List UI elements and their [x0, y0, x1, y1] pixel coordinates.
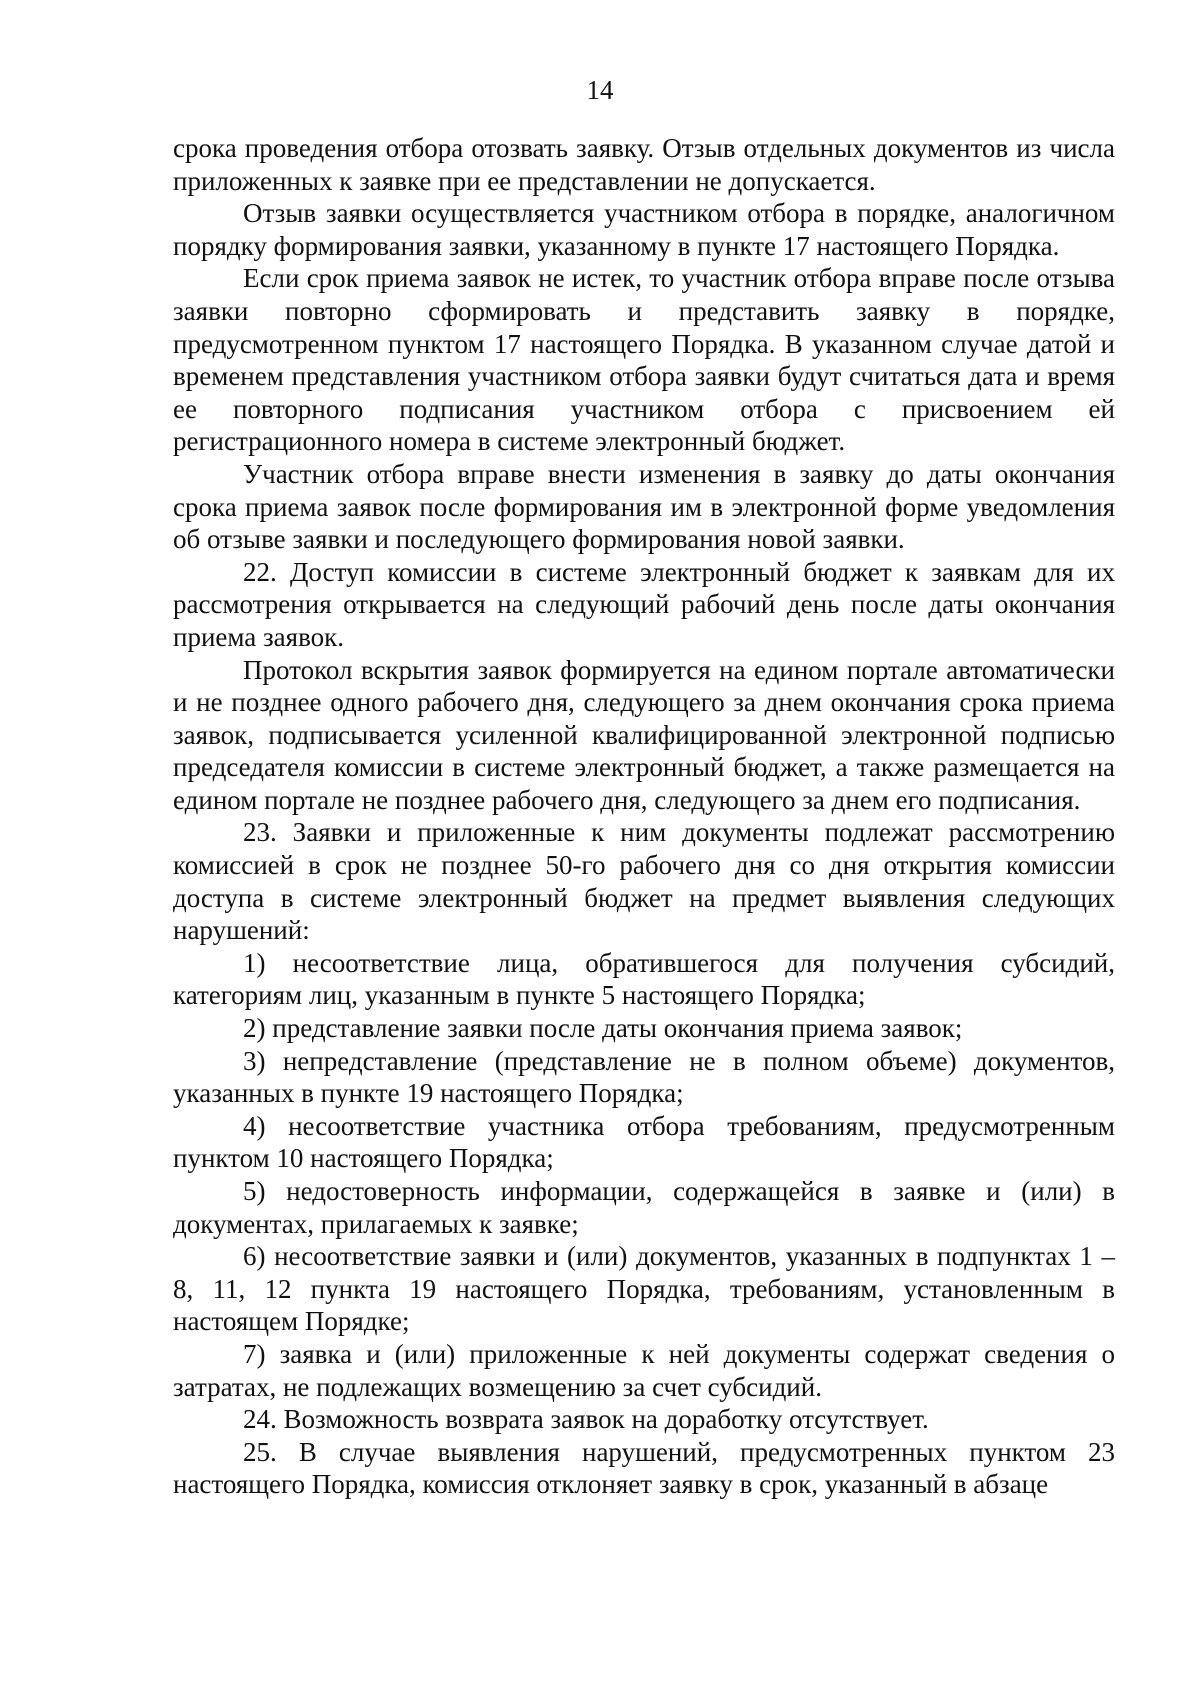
list-item-23-5: 5) недостоверность информации, содержащейся в заявке и (или) в документах, прилагаемых к заявке; [173, 1176, 1115, 1239]
list-item-23-7: 7) заявка и (или) приложенные к ней документы содержат сведения о затратах, не подлежащих возмещению за счет субсидий. [173, 1338, 1115, 1402]
list-item-23-3: 3) непредставление (представление не в полном объеме) документов, указанных в пункте 19 настоящего Порядка; [173, 1045, 1115, 1109]
list-item-23-1: 1) несоответствие лица, обратившегося для получения субсидий, категориям лиц, указанным в пункте 5 настоящего Порядка; [173, 947, 1115, 1011]
paragraph-item-24: 24. Возможность возврата заявок на доработку отсутствует. [243, 1404, 929, 1435]
paragraph-resubmission: Если срок приема заявок не истек, то участник отбора вправе после отзыва заявки повторно сформировать и представить заявку в порядке, предусмотренном пунктом 17 настоящего Порядка. В указанном случае датой и временем представления участником отбора заявки будут считаться дата и время ее повторного подписания участником отбора с присвоением ей регистрационного номера в системе электронный бюджет. [173, 263, 1115, 457]
paragraph-withdrawal-procedure: Отзыв заявки осуществляется участником отбора в порядке, аналогичном порядку формирования заявки, указанному в пункте 17 настоящего Порядка. [173, 198, 1115, 261]
paragraph-changes: Участник отбора вправе внести изменения в заявку до даты окончания срока приема заявок после формирования им в электронной форме уведомления об отзыве заявки и последующего формирования новой заявки. [173, 458, 1115, 555]
list-item-23-6: 6) несоответствие заявки и (или) документов, указанных в подпунктах 1 – 8, 11, 12 пункта 19 настоящего Порядка, требованиям, установленным в настоящем Порядке; [173, 1241, 1115, 1337]
paragraph-item-22: 22. Доступ комиссии в системе электронный бюджет к заявкам для их рассмотрения открывается на следующий рабочий день после даты окончания приема заявок. [173, 556, 1115, 652]
paragraph-item-25: 25. В случае выявления нарушений, предусмотренных пунктом 23 настоящего Порядка, комиссия отклоняет заявку в срок, указанный в абзаце [173, 1436, 1115, 1500]
paragraph-item-23: 23. Заявки и приложенные к ним документы подлежат рассмотрению комиссией в срок не позднее 50-го рабочего дня со дня открытия комиссии доступа в системе электронный бюджет на предмет выявления следующих нарушений: [173, 817, 1115, 946]
document-body [173, 132, 1115, 1501]
list-item-23-4: 4) несоответствие участника отбора требованиям, предусмотренным пунктом 10 настоящего Порядка; [173, 1110, 1115, 1174]
page-number: 14 [586, 75, 614, 105]
paragraph-continuation: срока проведения отбора отозвать заявку. Отзыв отдельных документов из числа приложенных к заявке при ее представлении не допускается. [173, 133, 1115, 196]
list-item-23-2: 2) представление заявки после даты окончания приема заявок; [243, 1013, 963, 1044]
paragraph-protocol: Протокол вскрытия заявок формируется на едином портале автоматически и не позднее одного рабочего дня, следующего за днем окончания срока приема заявок, подписывается усиленной квалифицированной электронной подписью председателя комиссии в системе электронный бюджет, а также размещается на едином портале не позднее рабочего дня, следующего за днем его подписания. [173, 654, 1115, 815]
